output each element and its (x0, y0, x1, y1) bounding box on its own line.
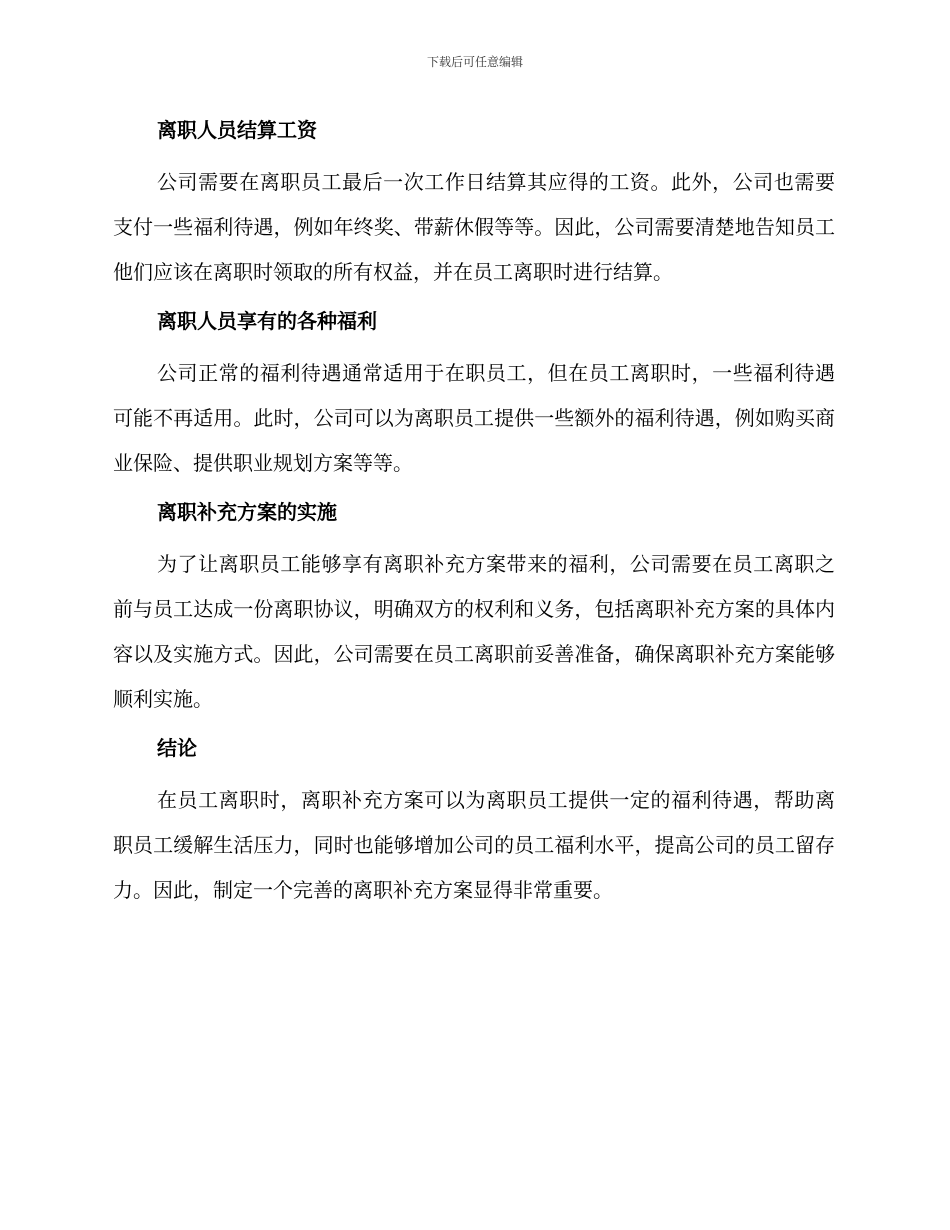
section-paragraph: 在员工离职时，离职补充方案可以为离职员工提供一定的福利待遇，帮助离职员工缓解生活压力，同时也能够增加公司的员工福利水平，提高公司的员工留存力。因此，制定一个完善的离职补充方案显得非常重要。 (113, 788, 835, 902)
section-paragraph: 为了让离职员工能够享有离职补充方案带来的福利，公司需要在员工离职之前与员工达成一份离职协议，明确双方的权利和义务，包括离职补充方案的具体内容以及实施方式。因此，公司需要在员工离职前妥善准备，确保离职补充方案能够顺利实施。 (113, 552, 835, 711)
section-benefits (113, 303, 835, 486)
section-implementation (113, 494, 835, 722)
section-heading: 离职补充方案的实施 (157, 500, 337, 524)
section-heading: 结论 (157, 736, 197, 760)
document-content (113, 112, 835, 921)
section-settlement (113, 112, 835, 295)
section-paragraph: 公司正常的福利待遇通常适用于在职员工，但在员工离职时，一些福利待遇可能不再适用。此时，公司可以为离职员工提供一些额外的福利待遇，例如购买商业保险、提供职业规划方案等等。 (113, 361, 835, 475)
page-header: 下载后可任意编辑 (426, 55, 523, 69)
section-heading: 离职人员享有的各种福利 (157, 309, 377, 333)
section-paragraph: 公司需要在离职员工最后一次工作日结算其应得的工资。此外，公司也需要支付一些福利待遇，例如年终奖、带薪休假等等。因此，公司需要清楚地告知员工他们应该在离职时领取的所有权益，并在员工离职时进行结算。 (113, 170, 835, 284)
section-heading: 离职人员结算工资 (157, 118, 317, 142)
section-conclusion (113, 730, 835, 913)
